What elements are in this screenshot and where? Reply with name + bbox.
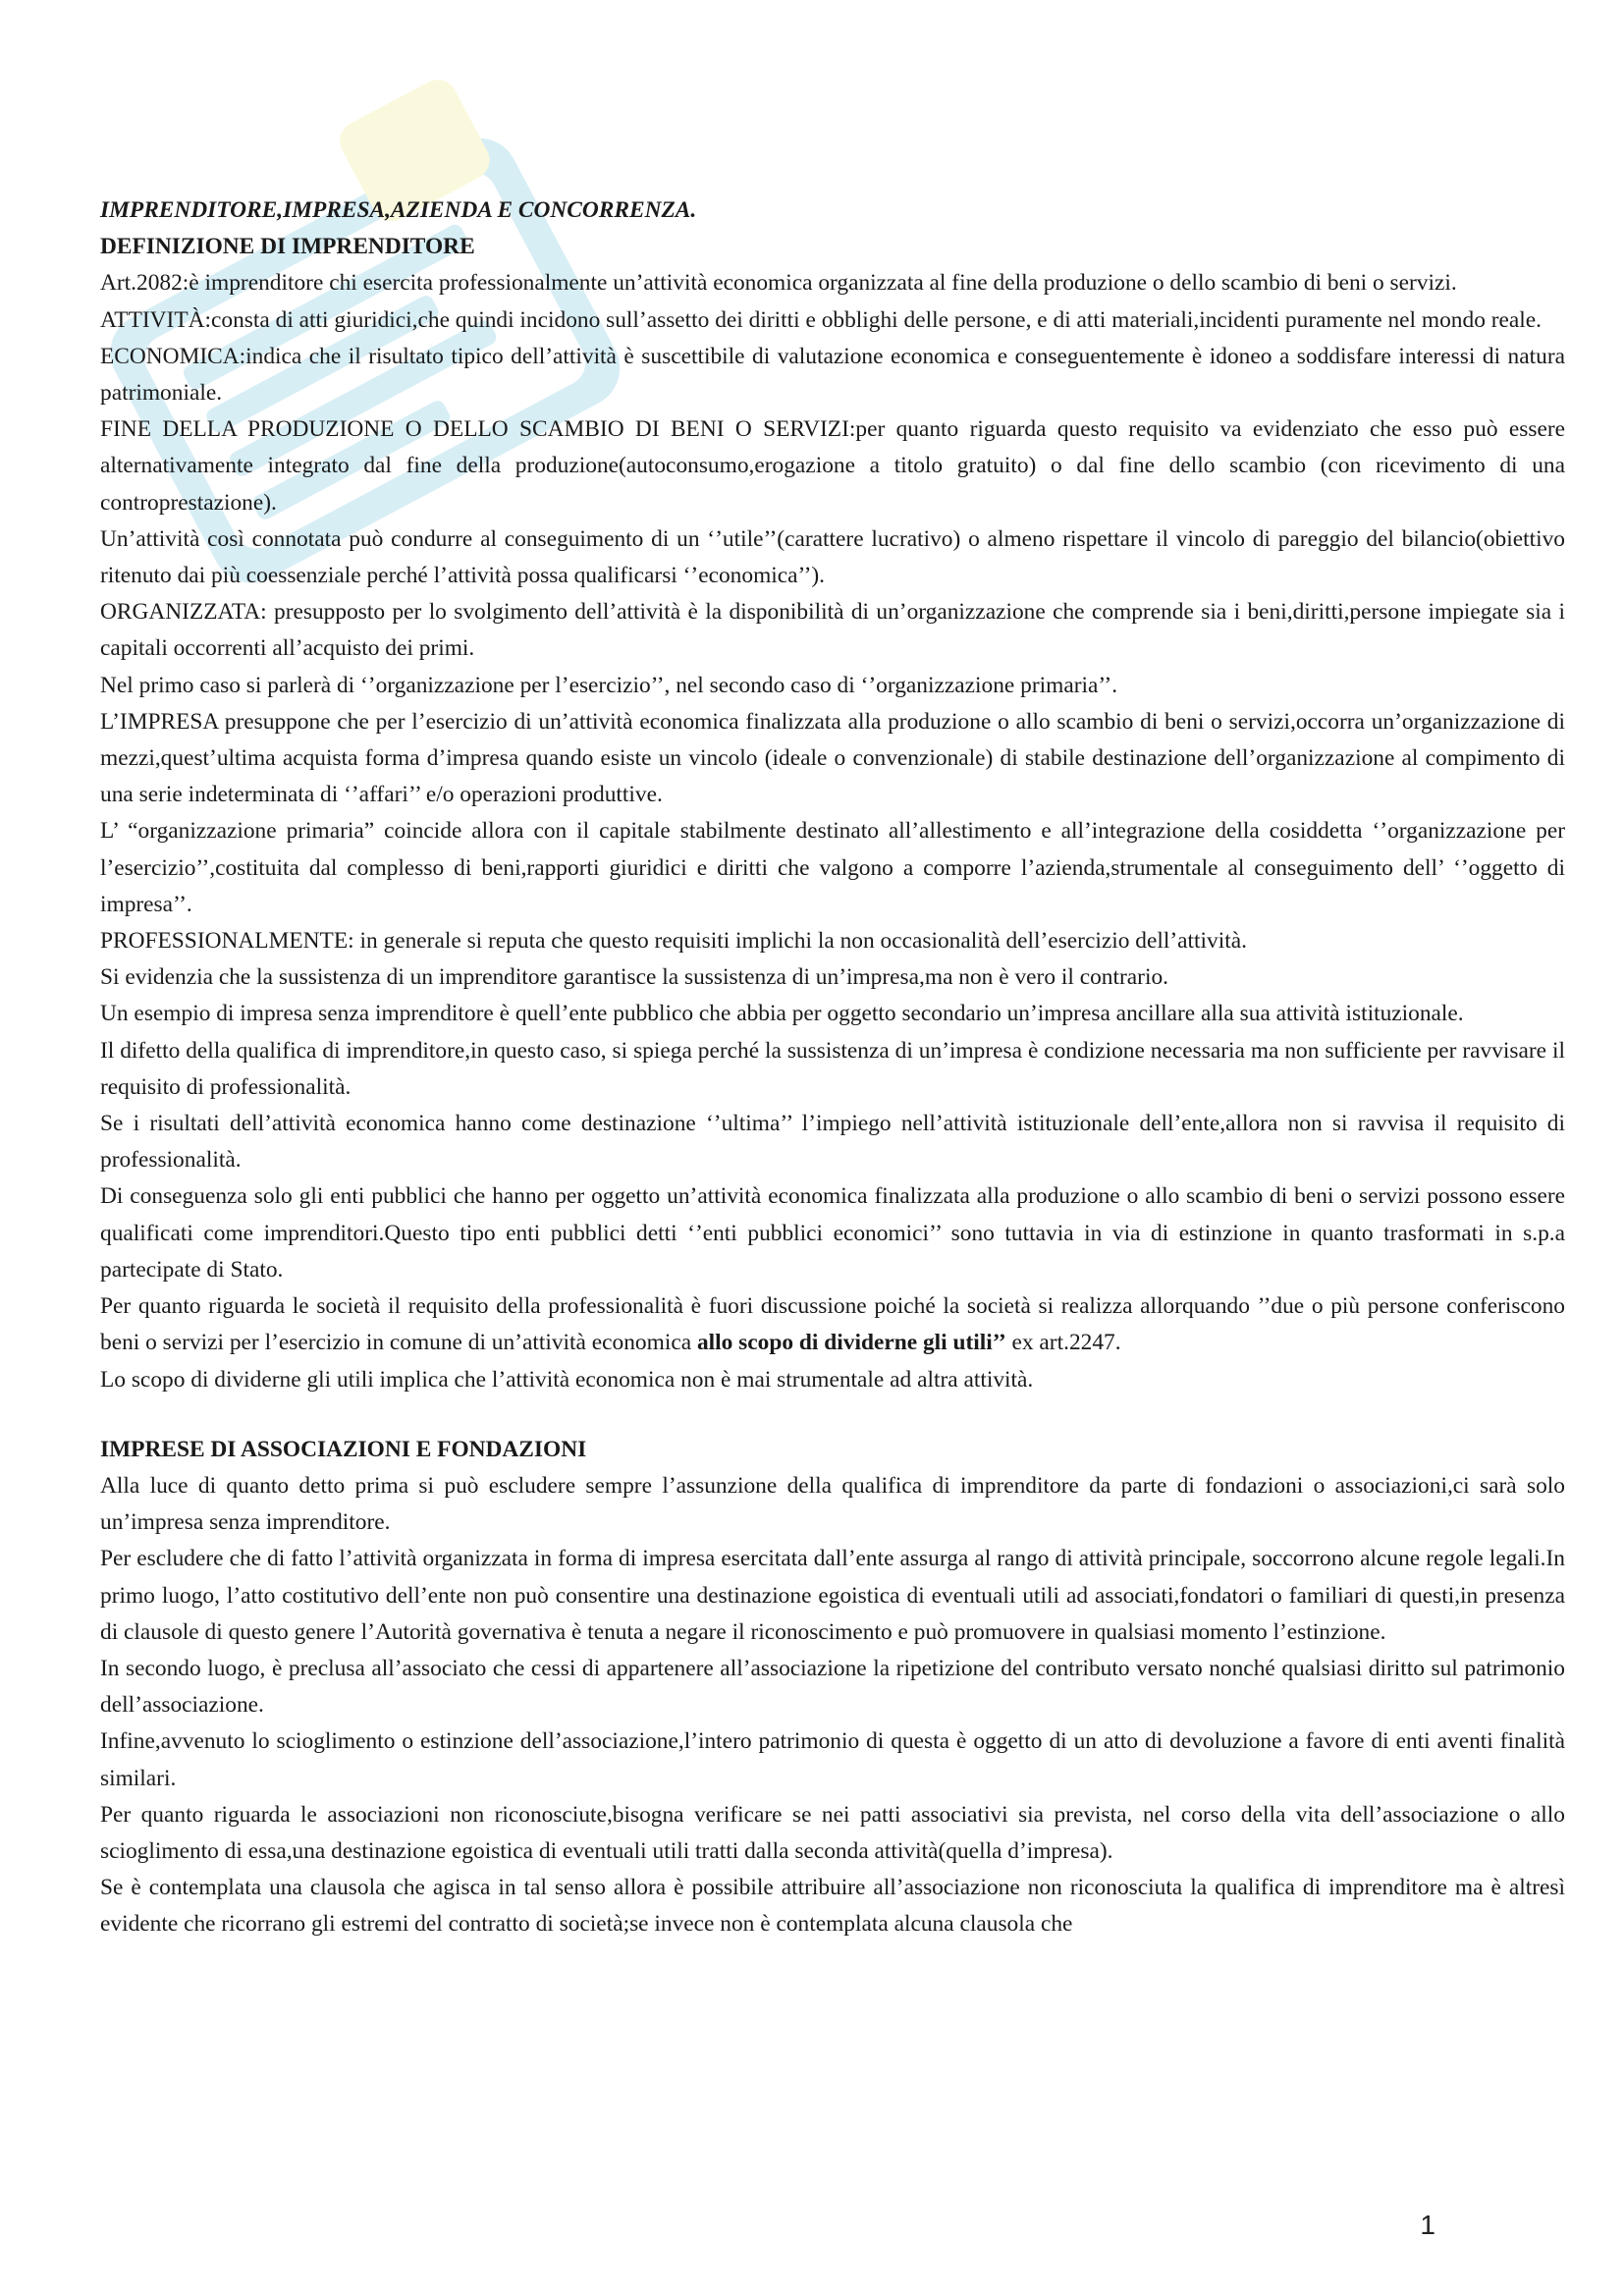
paragraph: Per quanto riguarda le associazioni non riconosciute,bisogna verificare se nei patti associativi sia prevista, nel corso della vita dell’associazione o allo scioglimento di essa,una destinazione egoistica di eventuali utili tratti dalla seconda attività(quella d’impresa). — [100, 1801, 1565, 1864]
paragraph: L’IMPRESA presuppone che per l’esercizio di un’attività economica finalizzata alla produzione o allo scambio di beni o servizi,occorra un’organizzazione di mezzi,quest’ultima acquista forma d’impresa quando esiste un vincolo (ideale o convenzionale) di stabile destinazione dell’organizzazione al compimento di una serie indeterminata di ‘’affari’’ e/o operazioni produttive. — [100, 708, 1565, 808]
section-heading-definizione: DEFINIZIONE DI IMPRENDITORE — [100, 234, 475, 260]
document-page — [100, 192, 1565, 1943]
section-heading-imprese: IMPRESE DI ASSOCIAZIONI E FONDAZIONI — [100, 1436, 587, 1462]
paragraph: Alla luce di quanto detto prima si può escludere sempre l’assunzione della qualifica di imprenditore da parte di fondazioni o associazioni,ci sarà solo un’impresa senza imprenditore. — [100, 1472, 1565, 1536]
paragraph: Di conseguenza solo gli enti pubblici che hanno per oggetto un’attività economica finalizzata alla produzione o allo scambio di beni o servizi possono essere qualificati come imprenditori.Questo tipo enti pubblici detti ‘’enti pubblici economici’’ sono tuttavia in via di estinzione in quanto trasformati in s.p.a partecipate di Stato. — [100, 1183, 1565, 1283]
paragraph: ATTIVITÀ:consta di atti giuridici,che quindi incidono sull’assetto dei diritti e obblighi delle persone, e di atti materiali,incidenti puramente nel mondo reale. — [100, 306, 1543, 333]
paragraph: Il difetto della qualifica di imprenditore,in questo caso, si spiega perché la sussistenza di un’impresa è condizione necessaria ma non sufficiente per ravvisare il requisito di professionalità. — [100, 1037, 1565, 1100]
paragraph: Art.2082:è imprenditore chi esercita professionalmente un’attività economica organizzata al fine della produzione o dello scambio di beni o servizi. — [100, 270, 1457, 297]
section-spacer — [100, 1398, 1565, 1432]
paragraph: Lo scopo di dividerne gli utili implica che l’attività economica non è mai strumentale ad altra attività. — [100, 1366, 1034, 1393]
paragraph: Un’attività così connotata può condurre al conseguimento di un ‘’utile’’(carattere lucrativo) o almeno rispettare il vincolo di pareggio del bilancio(obiettivo ritenuto dai più coessenziale perché l’attività possa qualificarsi ‘’economica’’). — [100, 525, 1565, 589]
paragraph-societa-bold: allo scopo di dividerne gli utili’’ — [696, 1330, 1006, 1356]
paragraph: PROFESSIONALMENTE: in generale si reputa che questo requisiti implichi la non occasionalità dell’esercizio dell’attività. — [100, 928, 1247, 955]
paragraph: In secondo luogo, è preclusa all’associato che cessi di appartenere all’associazione la ripetizione del contributo versato nonché qualsiasi diritto sul patrimonio dell’associazione. — [100, 1655, 1565, 1719]
paragraph-societa — [100, 1288, 1565, 1361]
paragraph: Si evidenzia che la sussistenza di un imprenditore garantisce la sussistenza di un’impresa,ma non è vero il contrario. — [100, 964, 1168, 991]
document-title: IMPRENDITORE,IMPRESA,AZIENDA E CONCORRENZA. — [100, 197, 697, 223]
paragraph: Infine,avvenuto lo scioglimento o estinzione dell’associazione,l’intero patrimonio di questa è oggetto di un atto di devoluzione a favore di enti aventi finalità similari. — [100, 1728, 1565, 1791]
paragraph: Un esempio di impresa senza imprenditore è quell’ente pubblico che abbia per oggetto secondario un’impresa ancillare alla sua attività istituzionale. — [100, 1001, 1464, 1027]
paragraph: L’ “organizzazione primaria” coincide allora con il capitale stabilmente destinato all’allestimento e all’integrazione della cosiddetta ‘’organizzazione per l’esercizio’’,costituita dal complesso di beni,rapporti giuridici e diritti che valgono a comporre l’azienda,strumentale al conseguimento dell’ ‘’oggetto di impresa’’. — [100, 818, 1565, 917]
paragraph-societa-text: Per quanto riguarda le società il requisito della professionalità è fuori discussione poiché la società si realizza allorquando ’’due o più persone conferiscono beni o servizi per l’esercizio in comune di un’attività economica — [100, 1293, 1565, 1356]
paragraph: FINE DELLA PRODUZIONE O DELLO SCAMBIO DI BENI O SERVIZI:per quanto riguarda questo requisito va evidenziato che esso può essere alternativamente integrato dal fine della produzione(autoconsumo,erogazione a titolo gratuito) o dal fine dello scambio (con ricevimento di una controprestazione). — [100, 416, 1565, 516]
paragraph: Nel primo caso si parlerà di ‘’organizzazione per l’esercizio’’, nel secondo caso di ‘’organizzazione primaria’’. — [100, 672, 1118, 698]
page-number: 1 — [1420, 2210, 1435, 2240]
paragraph-societa-ref: ex art.2247. — [1005, 1330, 1121, 1356]
paragraph: Per escludere che di fatto l’attività organizzata in forma di impresa esercitata dall’ente assurga al rango di attività principale, soccorrono alcune regole legali.In primo luogo, l’atto costitutivo dell’ente non può consentire una destinazione egoistica di eventuali utili ad associati,fondatori o familiari di questi,in presenza di clausole di questo genere l’Autorità governativa è tenuta a negare il riconoscimento e può promuovere in qualsiasi momento l’estinzione. — [100, 1546, 1565, 1645]
paragraph: ORGANIZZATA: presupposto per lo svolgimento dell’attività è la disponibilità di un’organizzazione che comprende sia i beni,diritti,persone impiegate sia i capitali occorrenti all’acquisto dei primi. — [100, 599, 1565, 662]
paragraph: ECONOMICA:indica che il risultato tipico dell’attività è suscettibile di valutazione economica e conseguentemente è idoneo a soddisfare interessi di natura patrimoniale. — [100, 343, 1565, 407]
paragraph: Se è contemplata una clausola che agisca in tal senso allora è possibile attribuire all’associazione non riconosciuta la qualifica di imprenditore ma è altresì evidente che ricorrano gli estremi del contratto di società;se invece non è contemplata alcuna clausola che — [100, 1875, 1565, 1938]
paragraph: Se i risultati dell’attività economica hanno come destinazione ‘’ultima’’ l’impiego nell’attività istituzionale dell’ente,allora non si ravvisa il requisito di professionalità. — [100, 1111, 1565, 1174]
